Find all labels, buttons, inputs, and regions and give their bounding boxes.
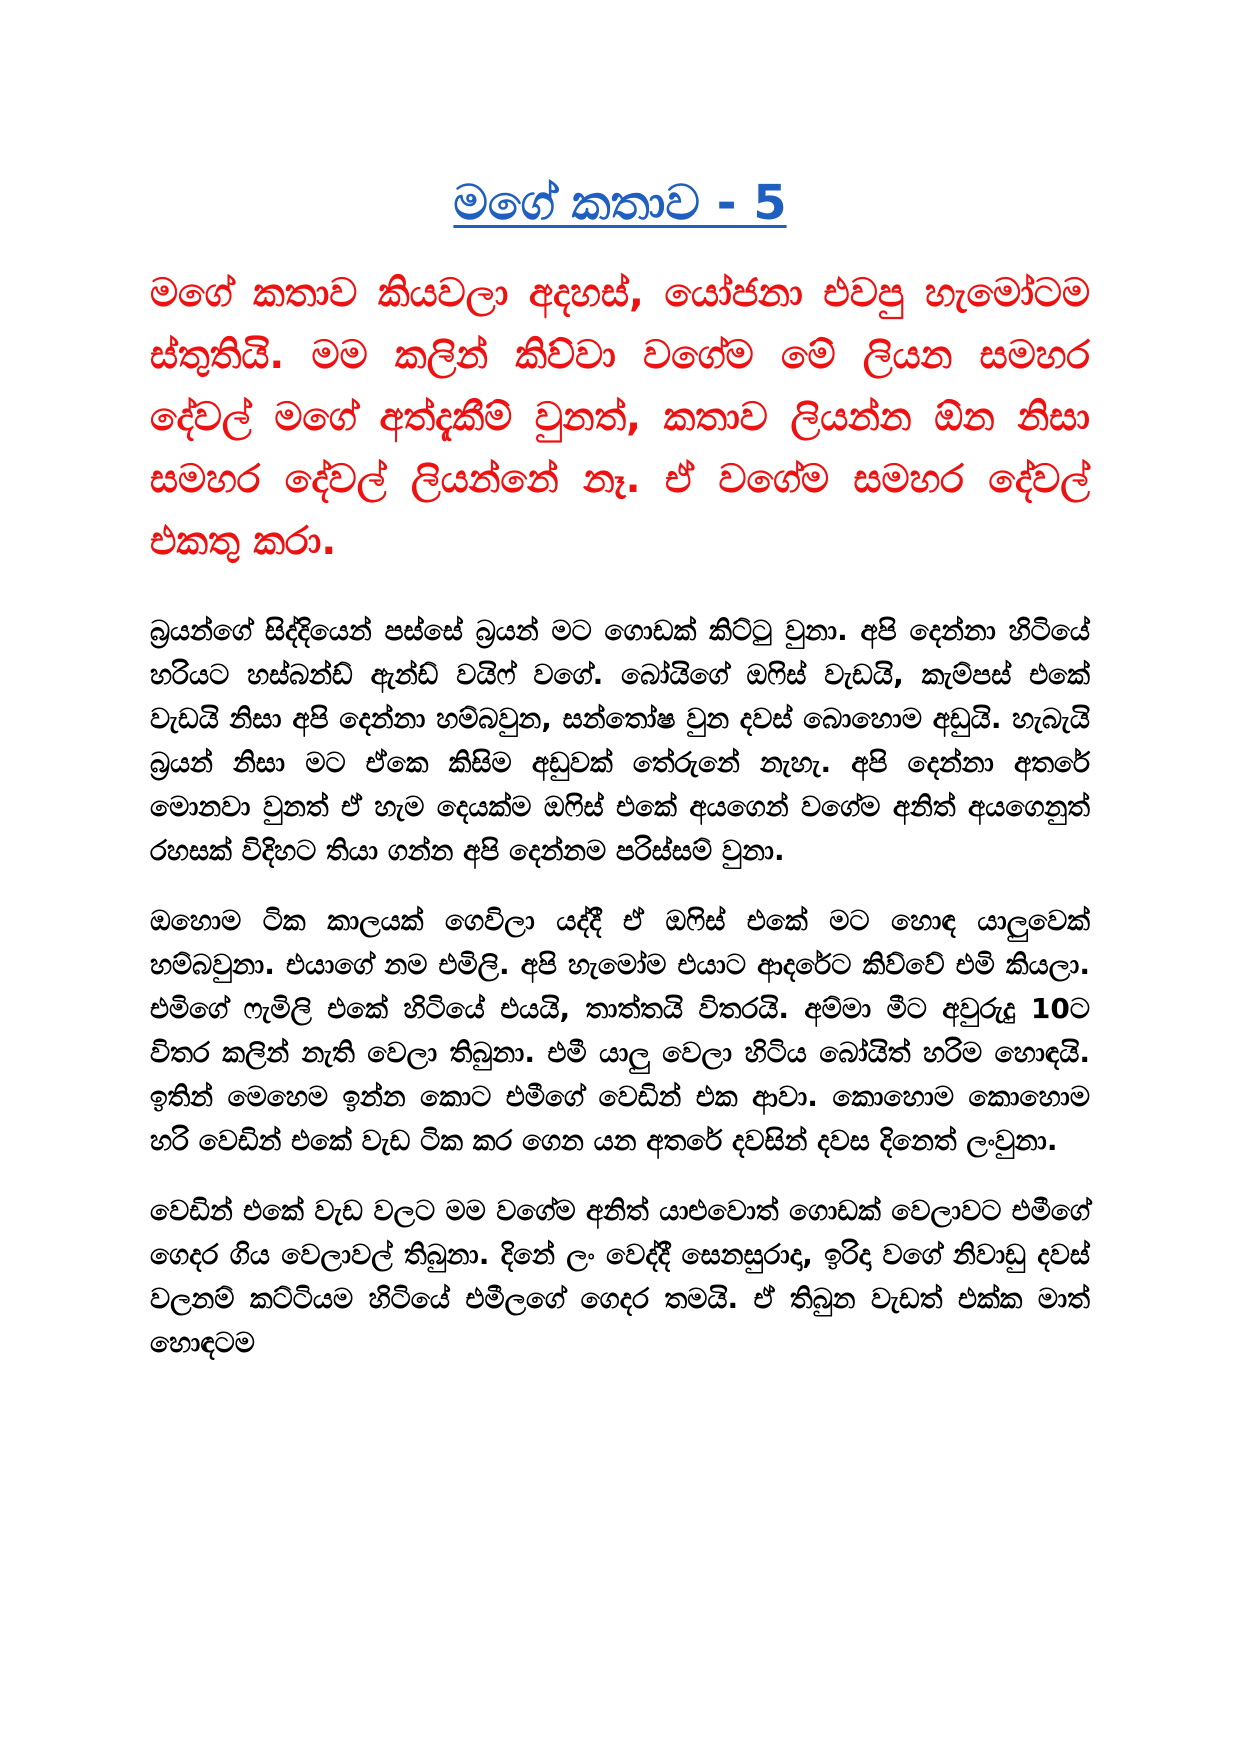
page-title: මගේ කතාව - 5 xyxy=(453,175,787,231)
intro-paragraph: මගේ කතාව කියවලා අදහස්, යෝජනා එවපු හැමෝටම ස්තුතියි. මම කලින් කිව්වා වගේම මේ ලියන සමහර දේවල් මගේ අත්දැකීම් වුනත්, කතාව ලියන්න ඕන නිසා සමහර දේවල් ලියන්නේ නෑ. ඒ වගේම සමහර දේවල් එකතු කරා. xyxy=(150,270,1090,564)
body-paragraph-3: වෙඩින් එකේ වැඩ වලට මම වගේම අනිත් යාළුවොත් ගොඩක් වෙලාවට එමීගේ ගෙදර ගිය වෙලාවල් තිබුනා. දිනේ ලං වෙද්දී සෙනසුරාදා, ඉරිදා වගේ නිවාඩු දවස් වලනම් කට්ටියම හිටියේ එමීලගේ ගෙදර තමයි. ඒ තිබුන වැඩත් එක්ක මාත් හොඳටම xyxy=(150,1193,1090,1359)
body-paragraph-1: බ්‍රයන්ගේ සිද්දියෙන් පස්සේ බ්‍රයන් මට ගොඩක් කිට්ටු වුනා. අපි දෙන්නා හිටියේ හරියට හස්බන්ඩ් ඇන්ඩ් වයිෆ් වගේ. බෝයිගේ ඔෆිස් වැඩයි, කැම්පස් එකේ වැඩයි නිසා අපි දෙන්නා හම්බවුන, සන්තෝෂ වුන දවස් බොහොම අඩුයි. හැබැයි බ්‍රයන් නිසා මට ඒකෙ කිසිම අඩුවක් තේරුනේ නැහැ. අපි දෙන්නා අතරේ මොනවා වුනත් ඒ හැම දෙයක්ම ඔෆිස් එකේ අයගෙන් වගේම අනිත් අයගෙනුත් රහසක් විදිහට තියා ගන්න අපි දෙන්නම පරිස්සම් වුනා. xyxy=(150,613,1090,867)
document-page xyxy=(150,175,1090,1391)
body-paragraph-2: ඔහොම ටික කාලයක් ගෙවිලා යද්දී ඒ ඔෆිස් එකේ මට හොඳ යාලුවෙක් හම්බවුනා. එයාගේ නම එමිලි. අපි හැමෝම එයාට ආදරේට කිව්වේ එමි කියලා. එමිගේ ෆැමිලි එකේ හිටියේ එයයි, තාත්තයි විතරයි. අම්මා මීට අවුරුදු 10ට විතර කලින් නැති වෙලා තිබුනා. එමී යාලු වෙලා හිටිය බෝයිත් හරිම හොඳයි. ඉතින් මෙහෙම ඉන්න කොට එමීගේ වෙඩින් එක ආවා. කොහොම කොහොම හරි වෙඩින් එකේ වැඩ ටික කර ගෙන යන අතරේ දවසින් දවස දිනෙත් ලංවුනා. xyxy=(150,903,1090,1157)
